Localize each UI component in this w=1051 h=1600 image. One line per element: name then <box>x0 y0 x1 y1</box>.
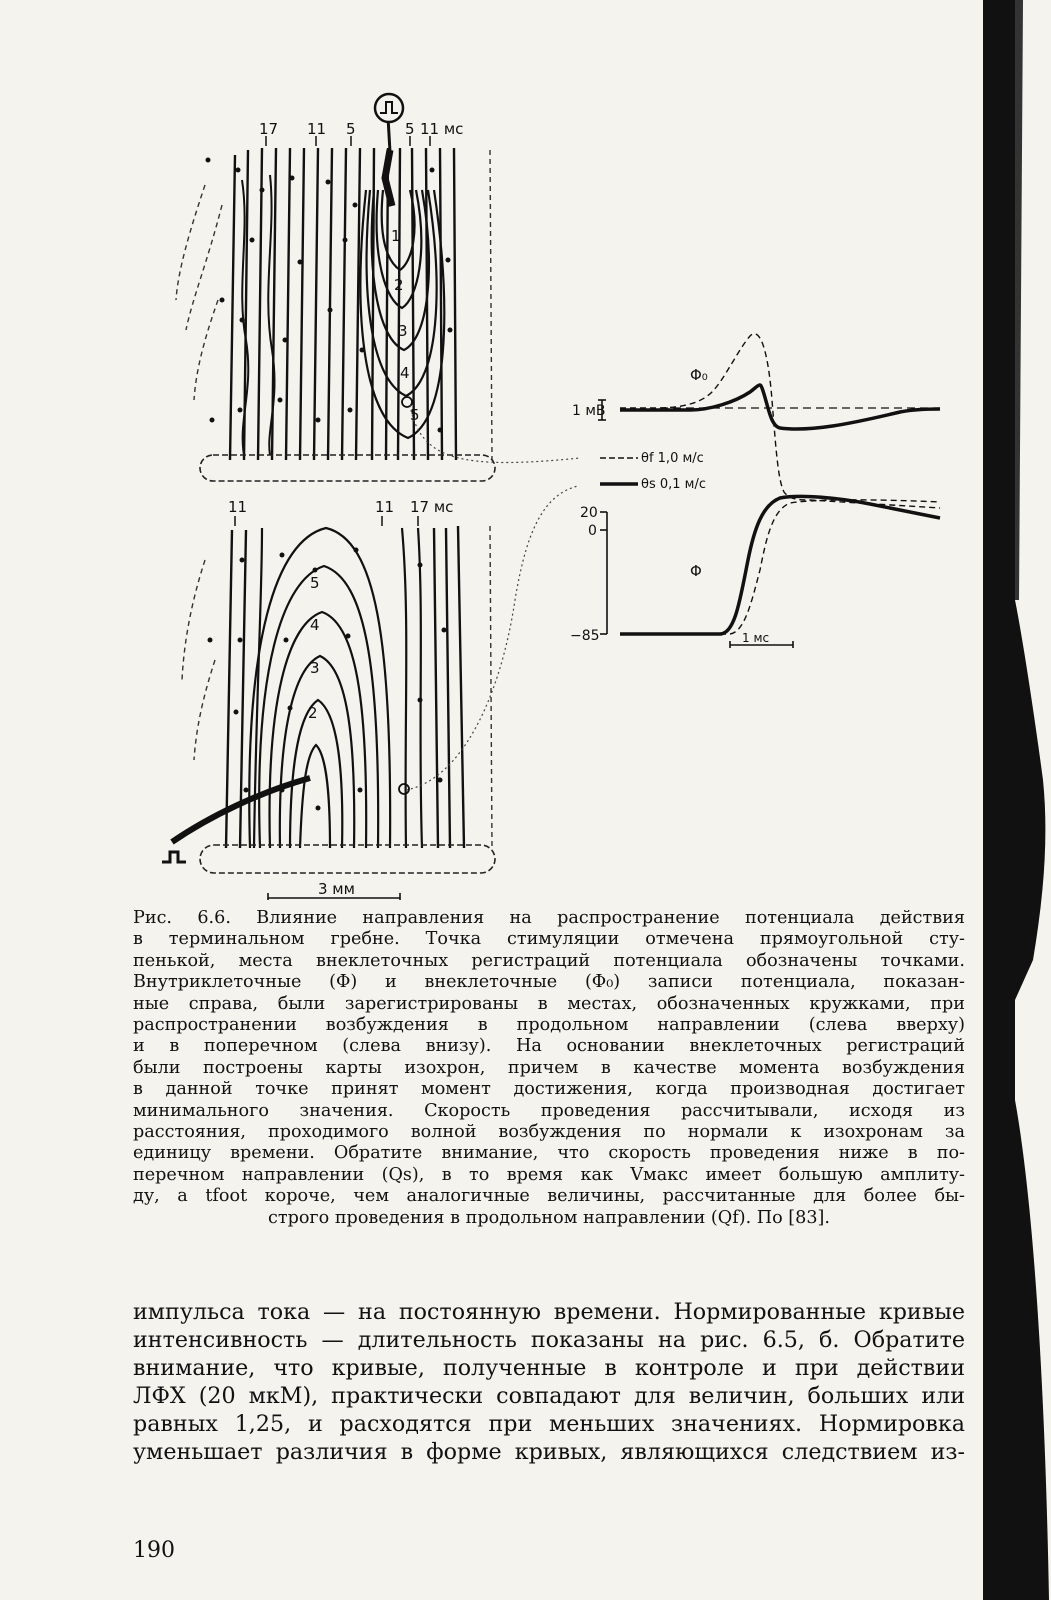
top-tick-11: 11 <box>307 120 327 138</box>
y-axis-label-20: 20 <box>580 505 598 521</box>
body-line: равных 1,25, и расходятся при меньших значениях. Нормировка <box>133 1411 965 1437</box>
top-contour-label-5: 5 <box>410 406 420 424</box>
potential-traces <box>570 334 940 648</box>
body-line: ЛФХ (20 мкМ), практически совпадают для величин, больших или <box>133 1383 965 1409</box>
body-line: уменьшает различия в форме кривых, являющихся следствием из- <box>133 1439 965 1465</box>
legend-slow-conduction: θs 0,1 м/с <box>641 477 706 492</box>
legend-fast-conduction: θf 1,0 м/с <box>641 451 704 466</box>
top-contour-label-4: 4 <box>400 364 410 382</box>
page-number: 190 <box>133 1538 175 1563</box>
mv-scale-label: 1 мВ <box>572 403 606 419</box>
caption-line: и в поперечном (слева внизу). На основании внеклеточных регистраций <box>133 1036 965 1057</box>
top-contour-label-1: 1 <box>391 227 401 245</box>
body-line: внимание, что кривые, полученные в контроле и при действии <box>133 1355 965 1381</box>
top-tick-5-right: 5 <box>405 120 415 138</box>
bottom-contour-label-2: 2 <box>308 704 318 722</box>
caption-line: были построены карты изохрон, причем в качестве момента возбуждения <box>133 1057 965 1078</box>
body-line: импульса тока — на постоянную времени. Нормированные кривые <box>133 1299 965 1325</box>
top-tick-17: 17 <box>259 120 279 138</box>
top-contour-label-2: 2 <box>394 276 404 294</box>
caption-line: Внутриклеточные (Φ) и внеклеточные (Φ₀) записи потенциала, показан- <box>133 972 965 993</box>
caption-line: распространении возбуждения в продольном направлении (слева вверху) <box>133 1015 965 1036</box>
caption-line: в данной точке принят момент достижения, когда производная достигает <box>133 1079 965 1100</box>
body-paragraph <box>133 1298 965 1466</box>
scale-bar-label: 3 мм <box>318 880 355 898</box>
top-tick-11-ms: 11 мс <box>420 120 464 138</box>
extracellular-trace-label: Φ₀ <box>690 366 708 384</box>
y-axis-label-minus-85: −85 <box>570 628 600 644</box>
map-scale-bar <box>268 880 400 900</box>
caption-line: минимального значения. Скорость проведения рассчитывали, исходя из <box>133 1100 965 1121</box>
top-contour-label-3: 3 <box>398 322 408 340</box>
caption-line: в терминальном гребне. Точка стимуляции отмечена прямоугольной сту- <box>133 929 965 950</box>
caption-line: ные справа, были зарегистрированы в местах, обозначенных кружками, при <box>133 993 965 1014</box>
top-isochrone-map <box>176 94 495 481</box>
top-tick-5-left: 5 <box>346 120 356 138</box>
caption-line: ду, а tfoot короче, чем аналогичные величины, рассчитанные для более бы- <box>133 1186 965 1207</box>
caption-line: Рис. 6.6. Влияние направления на распространение потенциала действия <box>133 908 965 928</box>
bottom-contour-label-4: 4 <box>310 616 320 634</box>
time-scale-label: 1 мс <box>742 631 770 645</box>
caption-line: строго проведения в продольном направлении (Qf). По [83]. <box>267 1207 831 1228</box>
bottom-tick-17-ms: 17 мс <box>410 498 454 516</box>
figure-caption <box>133 908 965 1229</box>
y-axis-label-0: 0 <box>588 523 597 539</box>
scan-binding-shadow <box>983 0 1051 1600</box>
bottom-contour-label-3: 3 <box>310 659 320 677</box>
body-line: интенсивность — длительность показаны на рис. 6.5, б. Обратите <box>133 1327 965 1353</box>
bottom-tick-11-left: 11 <box>228 498 248 516</box>
caption-line: единицу времени. Обратите внимание, что скорость проведения ниже в по- <box>133 1143 965 1164</box>
caption-line: перечном направлении (Qs), в то время как Vмакс имеет большую амплиту- <box>133 1164 965 1185</box>
bottom-isochrone-map <box>162 498 495 873</box>
intracellular-trace-label: Φ <box>690 562 702 580</box>
bottom-contour-label-5: 5 <box>310 574 320 592</box>
caption-line: пенькой, места внеклеточных регистраций потенциала обозначены точками. <box>133 950 965 971</box>
caption-line: расстояния, проходимого волной возбуждения по нормали к изохронам за <box>133 1122 965 1143</box>
bottom-tick-11-right: 11 <box>375 498 395 516</box>
trace-connectors <box>406 405 580 790</box>
